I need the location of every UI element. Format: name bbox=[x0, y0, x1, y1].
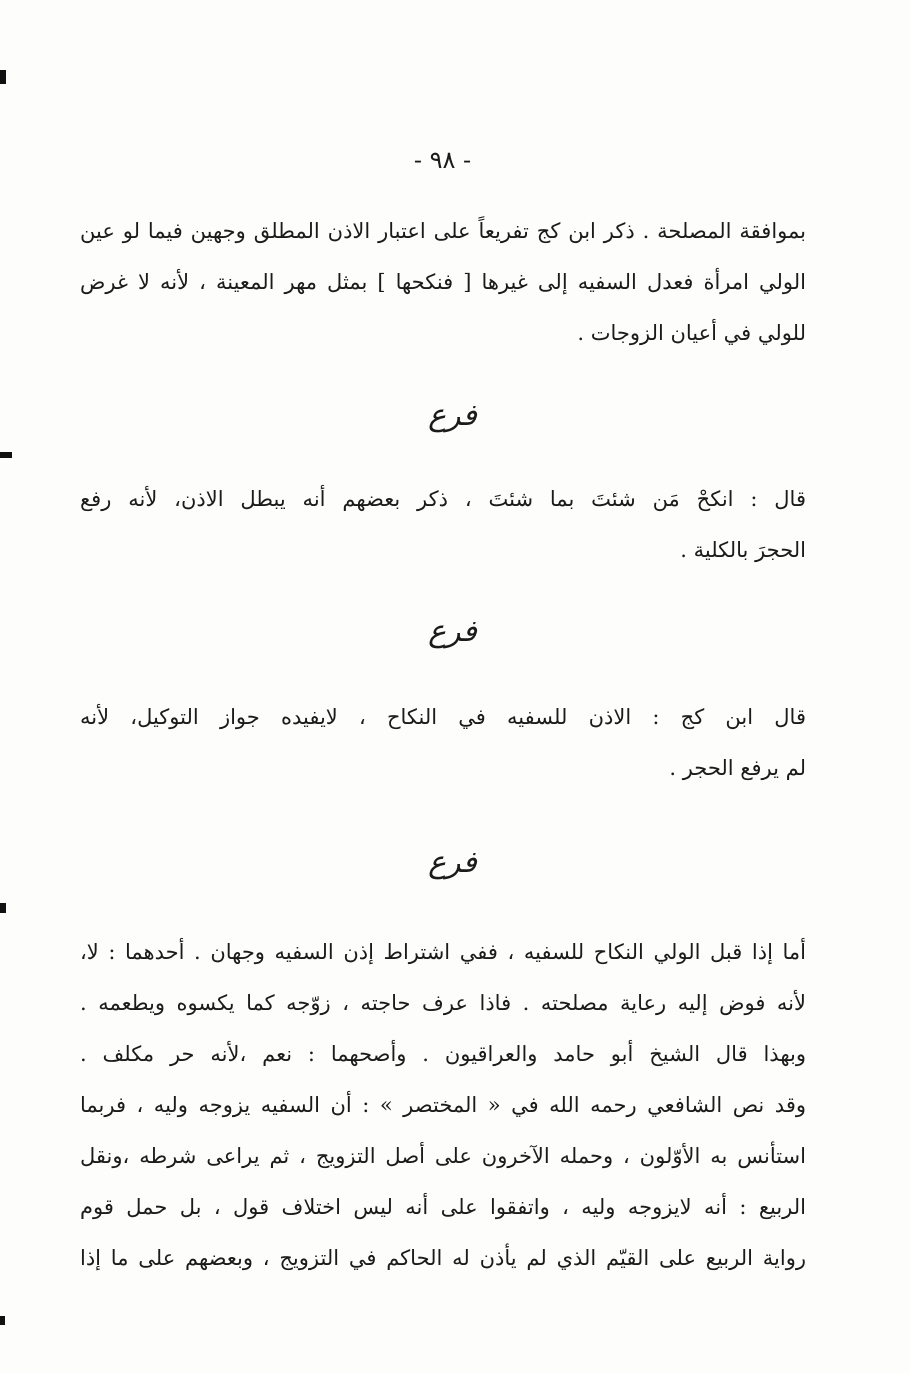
paragraph bbox=[80, 692, 806, 794]
text-line: وبهذا قال الشيخ أبو حامد والعراقيون . وأصحهما : نعم ،لأنه حر مكلف . bbox=[80, 1042, 806, 1066]
text-line: رواية الربيع على القيّم الذي لم يأذن له الحاكم في التزويج ، وبعضهم على ما إذا bbox=[80, 1246, 806, 1270]
scan-edge-mark bbox=[0, 70, 6, 84]
text-line: للولي في أعيان الزوجات . bbox=[577, 321, 806, 345]
text-line: الولي امرأة فعدل السفيه إلى غيرها [ فنكحها ] بمثل مهر المعينة ، لأنه لا غرض bbox=[80, 270, 806, 294]
text-line: بموافقة المصلحة . ذكر ابن كج تفريعاً على اعتبار الاذن المطلق وجهين فيما لو عين bbox=[80, 219, 806, 243]
text-line: لأنه فوض إليه رعاية مصلحته . فاذا عرف حاجته ، زوّجه كما يكسوه ويطعمه . bbox=[80, 991, 806, 1015]
text-line: أما إذا قبل الولي النكاح للسفيه ، ففي اشتراط إذن السفيه وجهان . أحدهما : لا، bbox=[80, 940, 806, 964]
scan-edge-mark bbox=[0, 452, 12, 458]
paragraph bbox=[80, 927, 806, 1284]
paragraph bbox=[80, 206, 806, 359]
text-line: استأنس به الأوّلون ، وحمله الآخرون على أصل التزويج ، ثم يراعى شرطه ،ونقل bbox=[80, 1144, 806, 1168]
text-line: لم يرفع الحجر . bbox=[669, 756, 806, 780]
section-heading: فرع bbox=[428, 845, 477, 880]
section-heading: فرع bbox=[428, 614, 477, 649]
text-line: الحجرَ بالكلية . bbox=[680, 538, 806, 562]
scan-edge-mark bbox=[0, 1316, 5, 1325]
text-line: الربيع : أنه لايزوجه وليه ، واتفقوا على أنه ليس اختلاف قول ، بل حمل قوم bbox=[80, 1195, 806, 1219]
paragraph bbox=[80, 474, 806, 576]
text-line: وقد نص الشافعي رحمه الله في « المختصر » : أن السفيه يزوجه وليه ، فربما bbox=[80, 1093, 806, 1117]
text-line: قال ابن كج : الاذن للسفيه في النكاح ، لايفيده جواز التوكيل، لأنه bbox=[80, 705, 806, 729]
page-number: - ٩٨ - bbox=[413, 146, 472, 174]
text-line: قال : انكحْ مَن شئتَ بما شئتَ ، ذكر بعضهم أنه يبطل الاذن، لأنه رفع bbox=[80, 487, 806, 511]
scan-edge-mark bbox=[0, 903, 6, 913]
section-heading: فرع bbox=[428, 398, 477, 433]
